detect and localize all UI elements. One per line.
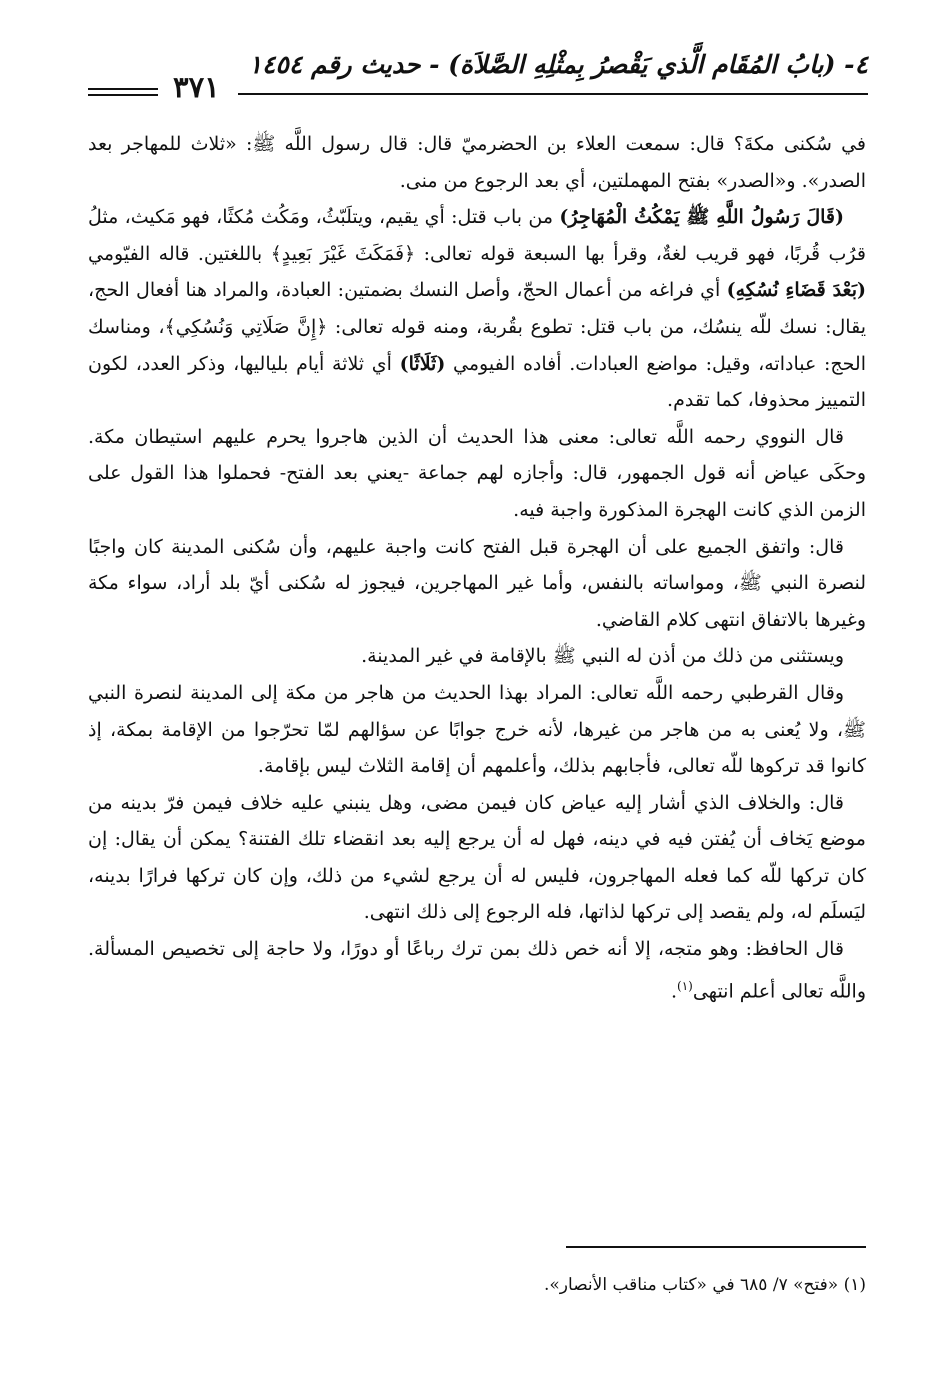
paragraph: وقال القرطبي رحمه اللَّه تعالى: المراد بهذا الحديث من هاجر من مكة إلى المدينة لنصرة النبي ﷺ، ولا يُعنى به من هاجر من غيرها، لأنه خرج جوابًا عن سؤالهم لمّا تحرّجوا من الإقامة بمكة، إذ كانوا قد تركوها للّه تعالى، فأجابهم بذلك، وأعلمهم أن إقامة الثلاث ليس بإقامة. <box>88 681 866 778</box>
footnote-reference: (١) <box>677 978 693 993</box>
page-number-rule <box>88 88 158 96</box>
paragraph: ويستثنى من ذلك من أذن له النبي ﷺ بالإقامة في غير المدينة. <box>361 645 844 668</box>
paragraph: (قَالَ رَسُولُ اللَّهِ ﷺ يَمْكُثُ الْمُهَاجِرُ) من باب قتل: أي يقيم، ويتلَبّثُ، ومَكُث مُكثًا، فهو مَكيث، مثلُ قرُب قُربًا، فهو قريب لغةٌ، وقرأ بها السبعة قوله تعالى: ﴿فَمَكَثَ غَيْرَ بَعِيدٍ﴾ باللغتين. قاله الفيّومي (بَعْدَ قَضَاءِ نُسُكِهِ) أي فراغه من أعمال الحجّ، وأصل النسك بضمتين: العبادة، والمراد هنا أفعال الحج، يقال: نسك للّه ينسُك، من باب قتل: تطوع بقُربة، ومنه قوله تعالى: ﴿إِنَّ صَلَاتِي وَنُسُكِي﴾، ومناسك الحج: عباداته، وقيل: مواضع العبادات. أفاده الفيومي (ثَلَاثًا) أي ثلاثة أيام بلياليها، وذكر العدد، لكون التمييز محذوفا، كما تقدم. <box>88 206 867 412</box>
paragraph: قال الحافظ: وهو متجه، إلا أنه خص ذلك بمن ترك رباعًا أو دورًا، ولا حاجة إلى تخصيص المسألة. واللَّه تعالى أعلم انتهى$^{(١)}$. <box>88 938 866 1002</box>
hadith-quote: (بَعْدَ قَضَاءِ نُسُكِهِ) <box>726 279 866 302</box>
hadith-quote: (ثَلَاثًا) <box>399 352 446 375</box>
paragraph: في سُكنى مكةَ؟ قال: سمعت العلاء بن الحضرميّ قال: قال رسول اللَّه ﷺ: «ثلاث للمهاجر بعد الصدر». و«الصدر» بفتح المهملتين، أي بعد الرجوع من منى. <box>88 133 866 192</box>
footnote: (١) «فتح» ٧/ ٦٨٥ في «كتاب مناقب الأنصار». <box>544 1275 866 1295</box>
paragraph: قال: والخلاف الذي أشار إليه عياض كان فيمن مضى، وهل ينبني عليه خلاف فيمن فرّ بدينه من موضع يَخاف أن يُفتن فيه في دينه، فهل له أن يرجع إليه بعد انقضاء تلك الفتنة؟ يمكن أن يقال: إن كان تركها للّه كما فعله المهاجرون، فليس له أن يرجع لشيء من ذلك، وإن كان تركها فرارًا بدينه، ليَسلَم له، ولم يقصد إلى تركها لذاتها، فله الرجوع إلى ذلك انتهى. <box>88 791 866 924</box>
paragraph: قال النووي رحمه اللَّه تعالى: معنى هذا الحديث أن الذين هاجروا يحرم عليهم استيطان مكة. وحكَى عياض أنه قول الجمهور، قال: وأجازه لهم جماعة -يعني بعد الفتح- فحملوا هذا القول على الزمن الذي كانت الهجرة المذكورة واجبة فيه. <box>88 425 866 521</box>
hadith-quote: (قَالَ رَسُولُ اللَّهِ ﷺ يَمْكُثُ الْمُهَاجِرُ) <box>559 206 844 229</box>
main-text <box>88 126 866 1010</box>
running-header <box>88 50 868 110</box>
footnote-rule <box>566 1246 866 1248</box>
paragraph: قال: واتفق الجميع على أن الهجرة قبل الفتح كانت واجبة عليهم، وأن سُكنى المدينة كان واجبًا لنصرة النبي ﷺ، ومواساته بالنفس، وأما غير المهاجرين، فيجوز له سُكنى أيّ بلد أراد، سواء مكة وغيرها بالاتفاق انتهى كلام القاضي. <box>88 535 866 631</box>
header-rule <box>238 93 868 95</box>
page-number: ٣٧١ <box>173 70 220 104</box>
chapter-title: ٤- (بابُ المُقَام الَّذي يَقْصرُ بِمثْلِهِ الصَّلاَة) - حديث رقم ١٤٥٤ <box>248 50 868 79</box>
